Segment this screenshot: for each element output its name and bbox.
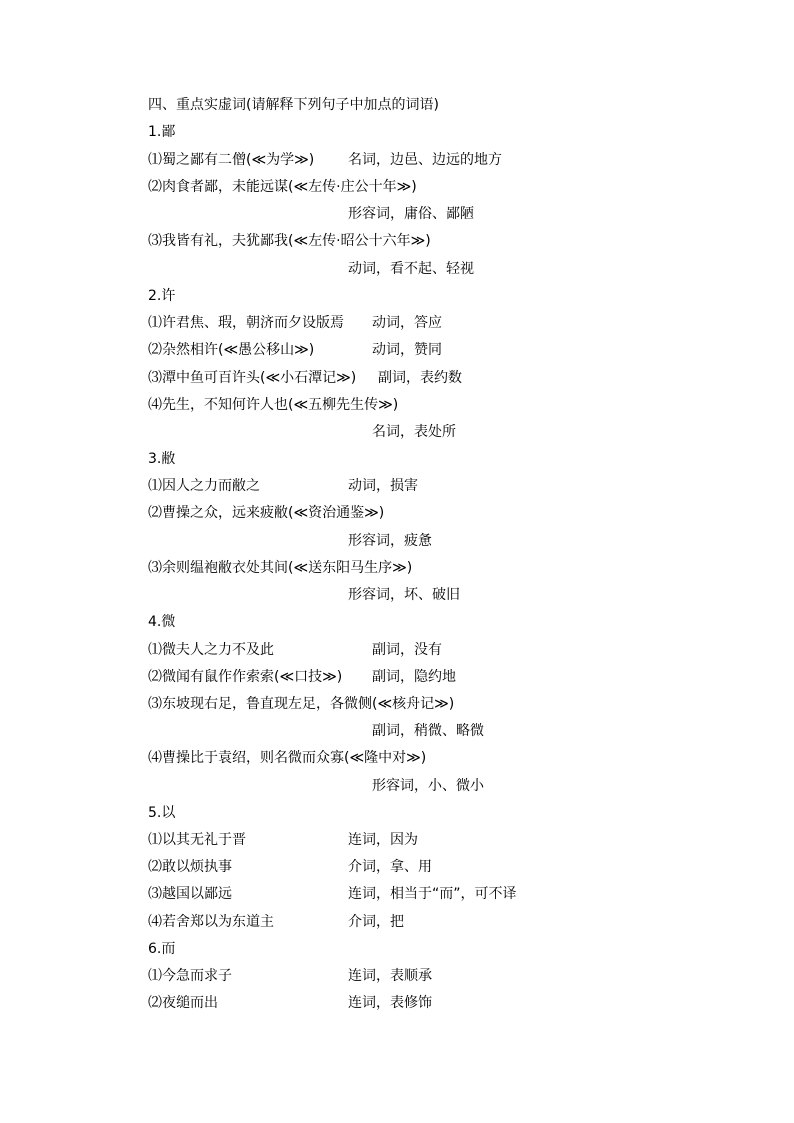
example-line xyxy=(148,340,442,360)
example-meaning: 副词，表约数 xyxy=(378,370,462,386)
word-title: 3.敝 xyxy=(148,451,176,467)
example-meaning: 介词，拿、用 xyxy=(348,859,432,875)
example-sentence: ⑴蜀之鄙有二僧(≪为学≫) xyxy=(148,152,315,168)
example-sentence: ⑵肉食者鄙，未能远谋(≪左传·庄公十年≫) xyxy=(148,179,417,195)
example-sentence: ⑵夜缒而出 xyxy=(148,995,218,1011)
word-title: 2.许 xyxy=(148,288,176,304)
example-sentence: ⑵微闻有鼠作作索索(≪口技≫) xyxy=(148,669,343,685)
example-sentence: ⑴今急而求子 xyxy=(148,968,232,984)
example-sentence: ⑴以其无礼于晋 xyxy=(148,832,246,848)
word-title: 1.鄙 xyxy=(148,124,176,140)
example-meaning: 形容词，庸俗、鄙陋 xyxy=(348,206,474,222)
example-meaning: 动词，赞同 xyxy=(372,342,442,358)
example-line xyxy=(148,993,432,1013)
example-sentence: ⑷先生，不知何许人也(≪五柳先生传≫) xyxy=(148,397,399,413)
example-sentence: ⑶越国以鄙远 xyxy=(148,886,232,902)
example-sentence: ⑶东坡现右足，鲁直现左足，各微侧(≪核舟记≫) xyxy=(148,696,455,712)
example-sentence: ⑷若舍郑以为东道主 xyxy=(148,914,274,930)
example-meaning: 名词，边邑、边远的地方 xyxy=(348,152,502,168)
example-sentence: ⑶余则缊袍敝衣处其间(≪送东阳马生序≫) xyxy=(148,560,413,576)
example-line xyxy=(148,313,442,333)
example-meaning: 副词，隐约地 xyxy=(372,669,456,685)
example-line xyxy=(148,368,462,388)
example-sentence: ⑴许君焦、瑕，朝济而夕设版焉 xyxy=(148,315,344,331)
example-meaning: 连词，表修饰 xyxy=(348,995,432,1011)
example-line xyxy=(148,884,517,904)
example-sentence: ⑴微夫人之力不及此 xyxy=(148,642,274,658)
example-sentence: ⑶我皆有礼，夫犹鄙我(≪左传·昭公十六年≫) xyxy=(148,233,431,249)
example-meaning: 形容词，疲惫 xyxy=(348,533,432,549)
example-line xyxy=(148,150,502,170)
example-sentence: ⑵曹操之众，远来疲敝(≪资治通鉴≫) xyxy=(148,505,385,521)
example-sentence: ⑵杂然相许(≪愚公移山≫) xyxy=(148,342,315,358)
example-line xyxy=(148,667,456,687)
example-meaning: 动词，看不起、轻视 xyxy=(348,261,474,277)
example-meaning: 动词，损害 xyxy=(348,478,418,494)
example-line xyxy=(148,640,442,660)
example-sentence: ⑴因人之力而敝之 xyxy=(148,478,260,494)
word-title: 6.而 xyxy=(148,941,176,957)
example-sentence: ⑷曹操比于袁绍，则名微而众寡(≪隆中对≫) xyxy=(148,750,427,766)
example-meaning: 形容词，坏、破旧 xyxy=(348,587,460,603)
example-meaning: 连词，相当于“而”，可不译 xyxy=(348,886,517,902)
example-meaning: 连词，表顺承 xyxy=(348,968,432,984)
example-meaning: 连词，因为 xyxy=(348,832,418,848)
section-heading: 四、重点实虚词(请解释下列句子中加点的词语) xyxy=(148,97,439,113)
example-sentence: ⑵敢以烦执事 xyxy=(148,859,232,875)
example-meaning: 形容词，小、微小 xyxy=(372,778,484,794)
word-title: 5.以 xyxy=(148,805,176,821)
example-meaning: 动词，答应 xyxy=(372,315,442,331)
word-title: 4.微 xyxy=(148,614,176,630)
example-line xyxy=(148,857,432,877)
example-meaning: 副词，没有 xyxy=(372,642,442,658)
example-sentence: ⑶潭中鱼可百许头(≪小石潭记≫) xyxy=(148,370,357,386)
example-meaning: 副词，稍微、略微 xyxy=(372,723,484,739)
example-line xyxy=(148,966,432,986)
example-meaning: 介词，把 xyxy=(348,914,404,930)
example-line xyxy=(148,830,418,850)
example-line xyxy=(148,912,404,932)
example-meaning: 名词，表处所 xyxy=(372,424,456,440)
example-line xyxy=(148,476,418,496)
